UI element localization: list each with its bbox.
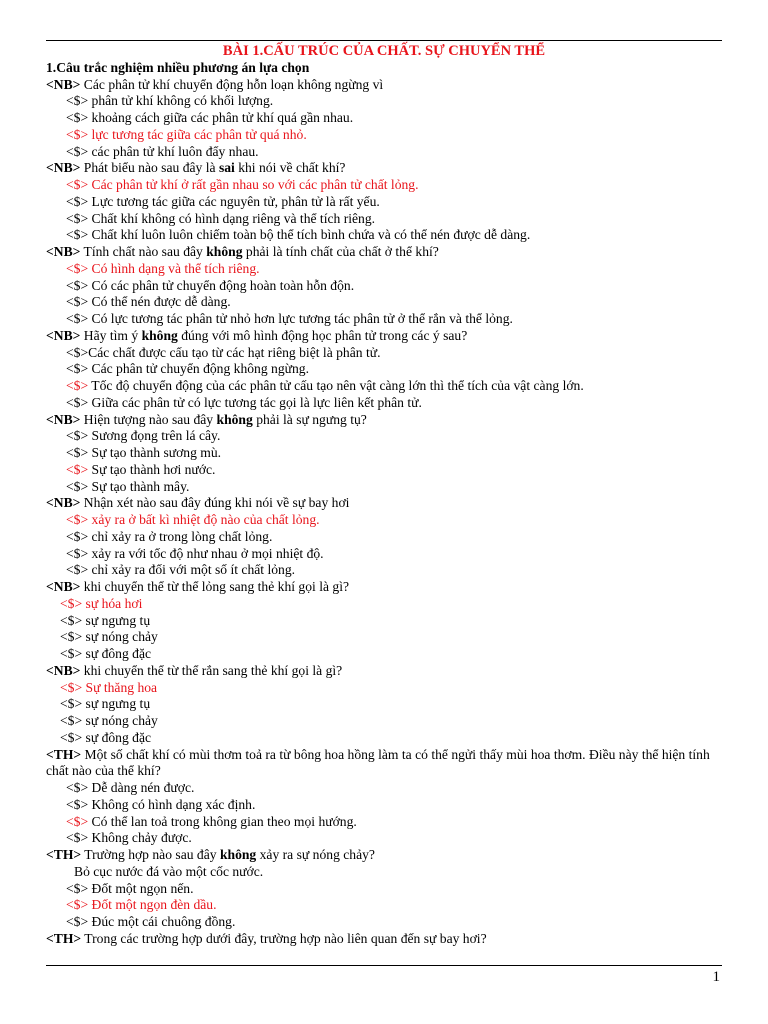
answer-option [46,311,722,328]
line-text: xảy ra sự nóng chảy? [256,847,375,862]
line-text: <$> sự đông đặc [60,646,152,661]
question-line [46,412,722,429]
line-text: <$> xảy ra ở bất kì nhiệt độ nào của chất lỏng. [66,512,320,527]
answer-option [46,294,722,311]
line-text: <$> lực tương tác giữa các phân tử quá nhỏ. [66,126,307,142]
answer-option [46,629,722,646]
line-text: Trường hợp nào sau đây [81,847,220,862]
answer-option [46,445,722,462]
answer-option [46,897,722,914]
line-marker: <NB> [46,76,81,92]
line-marker: <$> [66,461,89,477]
document-body [46,43,722,948]
question-line [46,244,722,261]
answer-option [46,378,722,395]
answer-option [46,830,722,847]
line-text: Hãy tìm ý [80,327,142,343]
line-text: Các phân tử khí chuyển động hỗn loạn không ngừng vì [80,76,384,92]
line-text: khi chuyển thể từ thể rắn sang thẻ khí gọi là gì? [80,662,343,678]
top-rule [46,40,722,41]
line-text: <$>Các chất được cấu tạo từ các hạt riêng biệt là phân tử. [66,344,381,360]
line-text: Trong các trường hợp dưới đây, trường hợp nào liên quan đến sự bay hơi? [81,930,487,946]
line-text: <$> Có các phân tử chuyển động hoàn toàn hỗn độn. [66,277,355,293]
answer-option [46,361,722,378]
answer-option [46,680,722,697]
line-text: <$> Sự thăng hoa [60,679,158,695]
line-text: <$> Sự tạo thành mây. [66,478,190,494]
answer-option [46,211,722,228]
line-text: Hiện tượng nào sau đây [80,411,217,427]
question-line [46,847,722,864]
answer-option [46,428,722,445]
line-text: <$> chỉ xảy ra đối với một số ít chất lỏng. [66,562,296,578]
line-text: <$> Các phân tử chuyển động không ngừng. [66,361,310,377]
answer-option [46,696,722,713]
line-marker: <NB> [46,495,81,511]
line-marker: <NB> [46,662,81,678]
line-text: <$> Không có hình dạng xác định. [66,796,256,812]
line-text: phải là tính chất của chất ở thể khí? [242,244,439,259]
question-line [46,663,722,680]
line-text: không [141,327,178,343]
answer-option [46,881,722,898]
line-text: Tính chất nào sau đây [80,244,207,259]
line-text: <$> sự hóa hơi [60,595,143,611]
answer-option [46,194,722,211]
answer-option [46,814,722,831]
answer-option [46,479,722,496]
line-text: <$> sự đông đặc [60,729,152,745]
line-marker: <NB> [46,160,81,176]
line-text: khi chuyển thể từ thể lỏng sang thẻ khí gọi là gì? [80,579,350,594]
answer-option [46,512,722,529]
line-text: <$> Không chảy được. [66,830,192,846]
answer-option [46,345,722,362]
answer-option [46,864,722,881]
line-text: <$> Đốt một ngọn nến. [66,880,194,896]
answer-option [46,613,722,630]
line-marker: <TH> [46,847,82,862]
line-text: không [206,244,243,259]
answer-option [46,797,722,814]
line-text: <$> xảy ra với tốc độ như nhau ở mọi nhiệt độ. [66,545,324,561]
question-line [46,747,722,781]
page-number: 1 [712,969,720,985]
answer-option [46,546,722,563]
answer-option [46,177,722,194]
line-text: <$> sự ngưng tụ [60,612,151,628]
question-line [46,579,722,596]
answer-option [46,730,722,747]
answer-option [46,261,722,278]
question-line [46,931,722,948]
answer-option [46,93,722,110]
answer-option [46,562,722,579]
answer-option [46,227,722,244]
answer-option [46,462,722,479]
line-text: Phát biểu nào sau đây là [80,160,219,176]
line-marker: <TH> [46,746,82,762]
line-text: Bỏ cục nước đá vào một cốc nước. [74,863,264,879]
line-text: <$> Đúc một cái chuông đồng. [66,914,236,929]
answer-option [46,278,722,295]
page-title: BÀI 1.CẤU TRÚC CỦA CHẤT. SỰ CHUYỂN THỂ [222,43,546,59]
line-text: <$> Có hình dạng và thể tích riêng. [66,260,260,276]
answer-option [46,395,722,412]
line-text: Nhận xét nào sau đây đúng khi nói về sự bay hơi [80,495,350,511]
line-text: <$> phân tử khí không có khối lượng. [66,93,274,109]
line-marker: <$> [66,813,89,829]
line-marker: <NB> [46,244,81,259]
line-text: <$> Có thể nén được dễ dàng. [66,294,231,310]
answer-option [46,713,722,730]
line-text: <$> Các phân tử khí ở rất gần nhau so với các phân tử chất lỏng. [66,177,419,192]
line-text: <$> Lực tương tác giữa các nguyên tử, phân tử là rất yếu. [66,193,380,209]
line-text: Một số chất khí có mùi thơm toả ra từ bông hoa hồng làm ta có thể ngửi thấy mùi hoa thơm. Điều này thể hiện tính chất nào của thể khí? [46,746,710,779]
line-marker: <NB> [46,411,81,427]
question-line [46,77,722,94]
answer-option [46,914,722,931]
answer-option [46,144,722,161]
line-marker: <NB> [46,327,81,343]
line-marker: <TH> [46,930,82,946]
line-text: Tốc độ chuyển động của các phân tử cấu tạo nên vật càng lớn thì thể tích của vật càng lớn. [88,378,584,393]
line-text: <$> Sự tạo thành sương mù. [66,445,222,460]
line-text: <$> Chất khí không có hình dạng riêng và thể tích riêng. [66,210,376,226]
line-text: Sự tạo thành hơi nước. [88,461,216,477]
line-text: <$> Đốt một ngọn đèn dầu. [66,897,217,913]
line-text: không [219,847,257,862]
line-text: Có thể lan toả trong không gian theo mọi hướng. [88,813,357,829]
question-line [46,160,722,177]
line-text: <$> sự nóng chảy [60,629,158,645]
line-text: phải là sự ngưng tụ? [252,411,367,427]
answer-option [46,596,722,613]
line-text: sai [218,160,235,176]
line-text: <$> Giữa các phân tử có lực tương tác gọi là lực liên kết phân tử. [66,394,422,410]
question-line [46,495,722,512]
answer-option [46,780,722,797]
bottom-rule [46,965,722,966]
answer-option [46,529,722,546]
line-text: <$> các phân tử khí luôn đẩy nhau. [66,143,259,159]
section-heading: 1.Câu trắc nghiệm nhiều phương án lựa chọn [46,59,310,75]
line-text: <$> Sương đọng trên lá cây. [66,428,221,444]
line-text: <$> Chất khí luôn luôn chiếm toàn bộ thể tích bình chứa và có thể nén được dễ dàng. [66,227,531,243]
answer-option [46,110,722,127]
line-text: không [216,411,253,427]
answer-option [46,646,722,663]
line-text: <$> khoảng cách giữa các phân tử khí quá gần nhau. [66,110,354,125]
line-text: <$> sự ngưng tụ [60,696,151,712]
question-list [46,77,722,948]
line-text: <$> Dễ dàng nén được. [66,780,195,795]
line-text: <$> sự nóng chảy [60,713,158,728]
answer-option [46,127,722,144]
line-text: khi nói về chất khí? [234,160,346,176]
line-text: đúng với mô hình động học phân tử trong các ý sau? [177,327,468,343]
question-line [46,328,722,345]
line-marker: <$> [66,378,89,393]
line-text: <$> Có lực tương tác phân tử nhỏ hơn lực tương tác phân tử ở thể rắn và thể lỏng. [66,311,513,326]
line-marker: <NB> [46,579,81,594]
line-text: <$> chỉ xảy ra ở trong lòng chất lỏng. [66,528,273,544]
